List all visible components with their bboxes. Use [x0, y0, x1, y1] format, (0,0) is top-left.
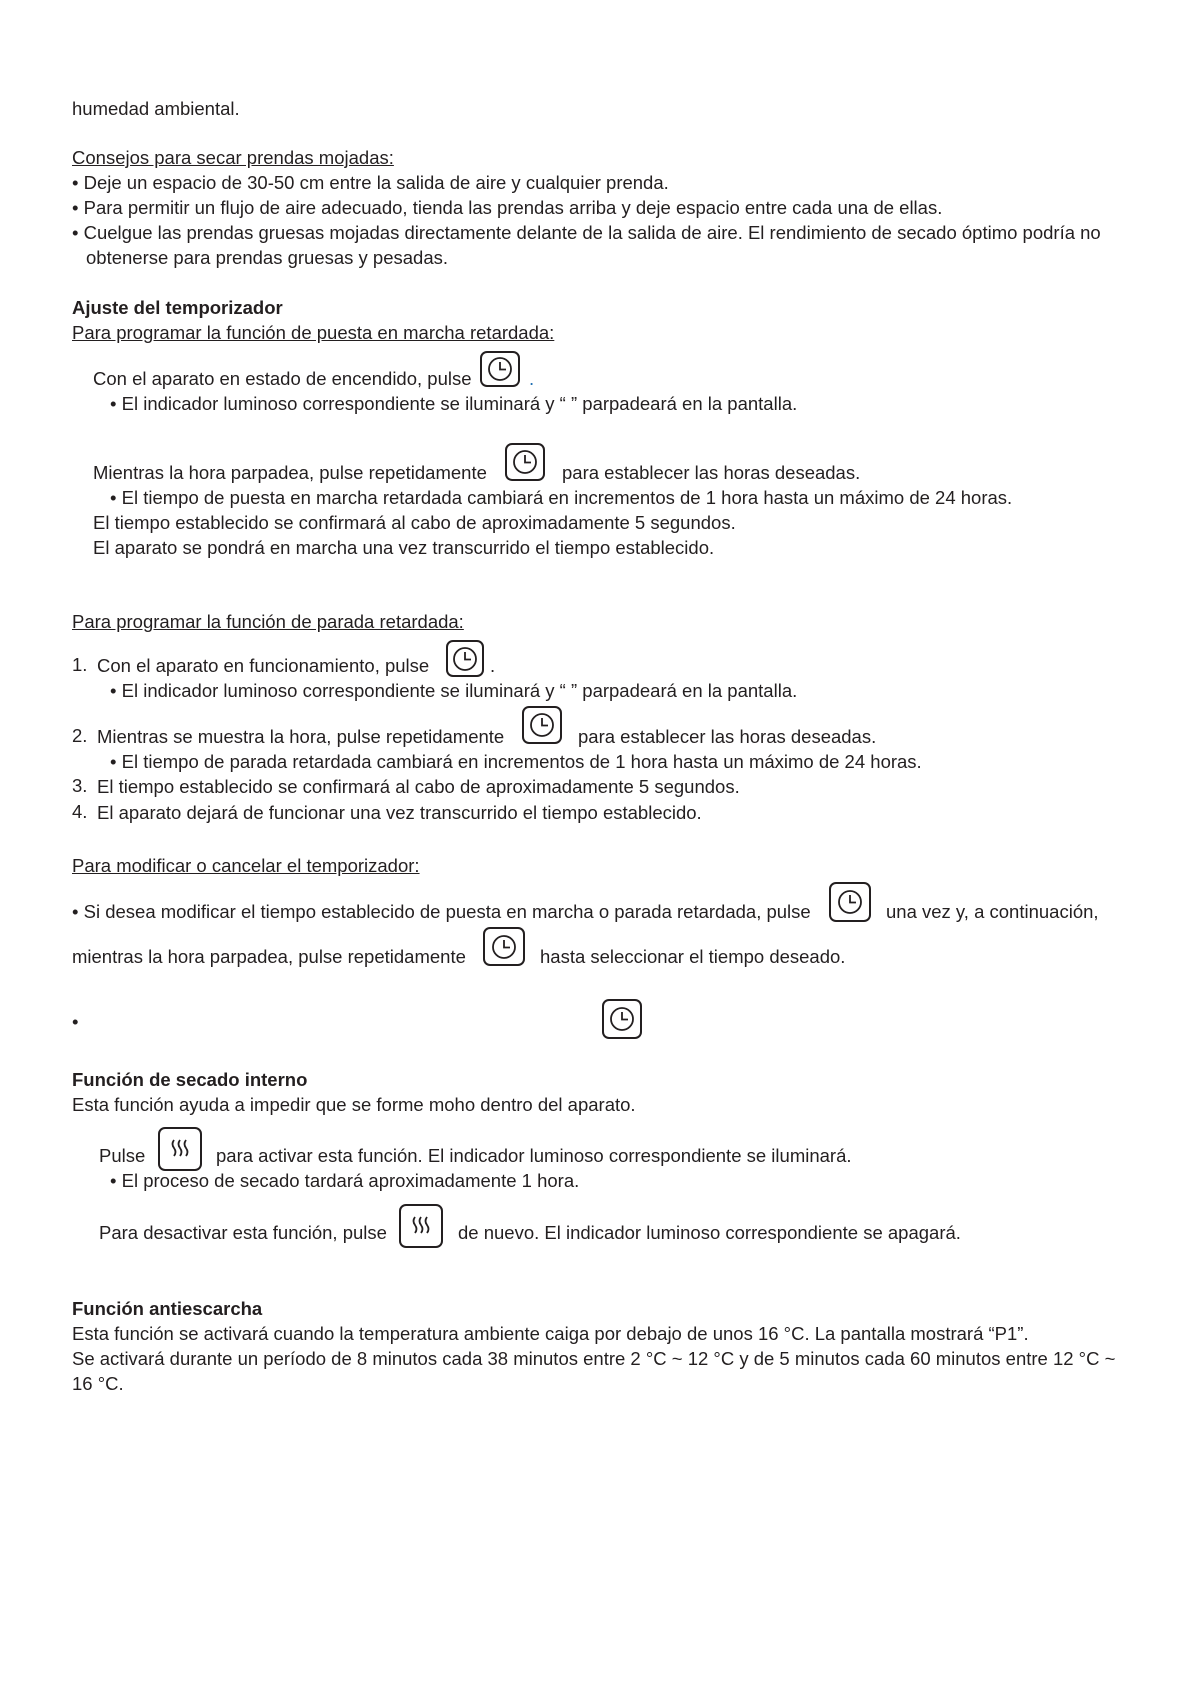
- tips-item-2: • Para permitir un flujo de aire adecuado, tienda las prendas arriba y deje espacio entre cada una de ellas.: [72, 197, 943, 218]
- clock-icon: [480, 351, 520, 387]
- start-step2-a: Mientras la hora parpadea, pulse repetidamente: [93, 462, 487, 483]
- heat-waves-icon: [399, 1204, 443, 1248]
- start-bullet2: • El tiempo de puesta en marcha retardada cambiará en incrementos de 1 hora hasta un máximo de 24 horas.: [110, 487, 1013, 508]
- internal-dry-bullet: • El proceso de secado tardará aproximadamente 1 hora.: [110, 1170, 580, 1191]
- internal-dry-desc: Esta función ayuda a impedir que se forme moho dentro del aparato.: [72, 1094, 636, 1115]
- tips-heading: Consejos para secar prendas mojadas:: [72, 147, 394, 168]
- tips-item-3-cont: obtenerse para prendas gruesas y pesadas.: [86, 247, 449, 268]
- antifrost-line3: 16 °C.: [72, 1373, 124, 1394]
- stop-step4: El aparato dejará de funcionar una vez transcurrido el tiempo establecido.: [97, 802, 702, 823]
- stop-n4: 4.: [72, 801, 88, 822]
- modify-line-c: mientras la hora parpadea, pulse repetidamente: [72, 946, 466, 967]
- stop-bullet2: • El tiempo de parada retardada cambiará en incrementos de 1 hora hasta un máximo de 24 horas.: [110, 751, 922, 772]
- start-step2-b: para establecer las horas deseadas.: [562, 462, 861, 483]
- stop-n3: 3.: [72, 775, 88, 796]
- antifrost-line2: Se activará durante un período de 8 minutos cada 38 minutos entre 2 °C ~ 12 °C y de 5 minutos cada 60 minutos entre 12 °C ~: [72, 1348, 1116, 1369]
- antifrost-title: Función antiescarcha: [72, 1298, 263, 1319]
- start-line3: El tiempo establecido se confirmará al cabo de aproximadamente 5 segundos.: [93, 512, 736, 533]
- stop-step1-end: .: [490, 655, 496, 676]
- clock-icon: [829, 882, 871, 922]
- stop-bullet1: • El indicador luminoso correspondiente se iluminará y “ ” parpadeará en la pantalla.: [110, 680, 798, 701]
- clock-icon: [446, 640, 484, 677]
- internal-dry-deactivate-b: de nuevo. El indicador luminoso correspondiente se apagará.: [458, 1222, 961, 1243]
- internal-dry-press: Pulse: [99, 1145, 146, 1166]
- stop-n2: 2.: [72, 725, 88, 746]
- internal-dry-activate: para activar esta función. El indicador luminoso correspondiente se iluminará.: [216, 1145, 852, 1166]
- clock-icon: [483, 927, 525, 966]
- start-line4: El aparato se pondrá en marcha una vez transcurrido el tiempo establecido.: [93, 537, 715, 558]
- modify-line-b: una vez y, a continuación,: [886, 901, 1099, 922]
- clock-icon: [505, 443, 545, 481]
- stop-heading: Para programar la función de parada retardada:: [72, 611, 464, 632]
- stop-step2-a: Mientras se muestra la hora, pulse repetidamente: [97, 726, 505, 747]
- start-step1-end: .: [529, 368, 535, 389]
- intro-line: humedad ambiental.: [72, 98, 240, 119]
- cancel-bullet: •: [72, 1011, 79, 1032]
- modify-heading: Para modificar o cancelar el temporizador:: [72, 855, 420, 876]
- modify-line-d: hasta seleccionar el tiempo deseado.: [540, 946, 846, 967]
- stop-step3: El tiempo establecido se confirmará al cabo de aproximadamente 5 segundos.: [97, 776, 740, 797]
- clock-icon: [522, 706, 562, 744]
- heat-waves-icon: [158, 1127, 202, 1171]
- internal-dry-deactivate-a: Para desactivar esta función, pulse: [99, 1222, 387, 1243]
- start-bullet1: • El indicador luminoso correspondiente se iluminará y “ ” parpadeará en la pantalla.: [110, 393, 798, 414]
- start-heading: Para programar la función de puesta en marcha retardada:: [72, 322, 555, 343]
- clock-icon: [602, 999, 642, 1039]
- modify-line-a: • Si desea modificar el tiempo establecido de puesta en marcha o parada retardada, pulse: [72, 901, 811, 922]
- timer-title: Ajuste del temporizador: [72, 297, 283, 318]
- tips-item-1: • Deje un espacio de 30-50 cm entre la salida de aire y cualquier prenda.: [72, 172, 669, 193]
- antifrost-line1: Esta función se activará cuando la temperatura ambiente caiga por debajo de unos 16 °C. La pantalla mostrará “P1”.: [72, 1323, 1029, 1344]
- stop-n1: 1.: [72, 654, 88, 675]
- internal-dry-title: Función de secado interno: [72, 1069, 308, 1090]
- start-step1: Con el aparato en estado de encendido, pulse: [93, 368, 472, 389]
- stop-step2-b: para establecer las horas deseadas.: [578, 726, 877, 747]
- tips-item-3: • Cuelgue las prendas gruesas mojadas directamente delante de la salida de aire. El rendimiento de secado óptimo podría no: [72, 222, 1101, 243]
- stop-step1: Con el aparato en funcionamiento, pulse: [97, 655, 430, 676]
